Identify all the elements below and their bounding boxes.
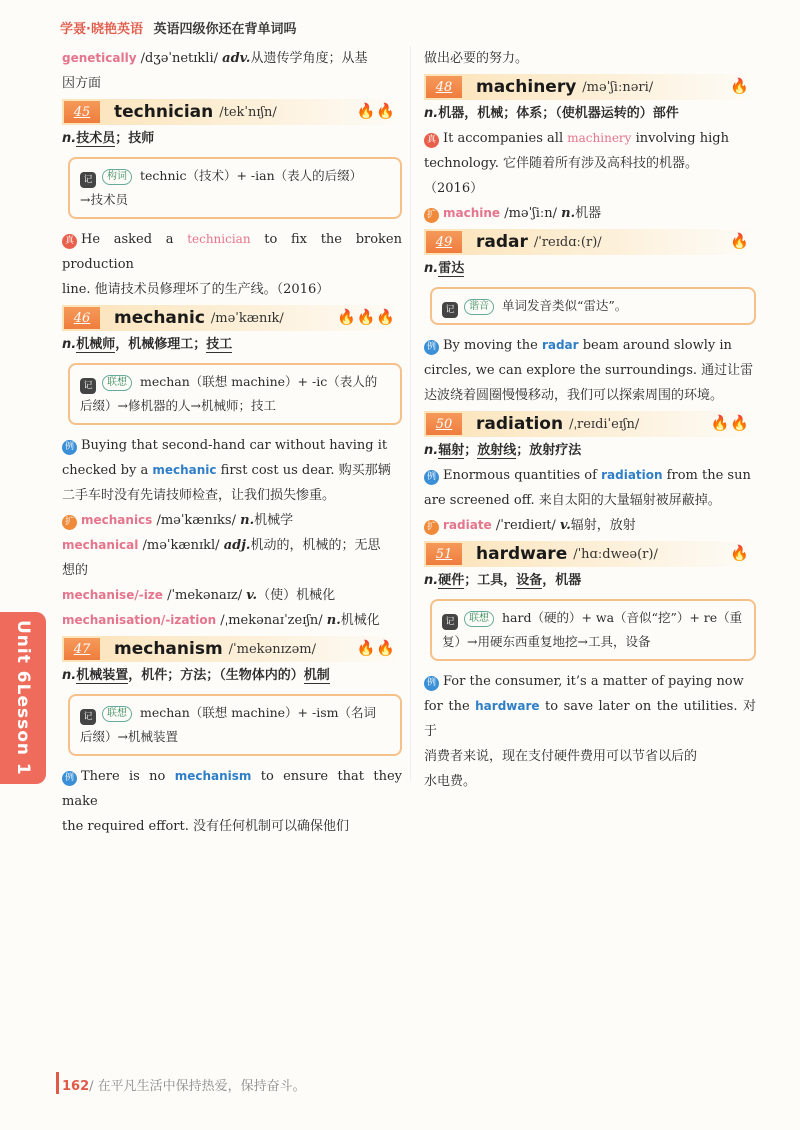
- page-footer: [62, 1075, 306, 1094]
- derived-pos: v.: [246, 588, 258, 603]
- entry-meaning: [62, 333, 402, 357]
- memory-icon: 记: [442, 614, 458, 630]
- unit-lesson-label: [13, 620, 33, 776]
- derived-meaning: （使）机械化: [257, 588, 336, 603]
- memo-text-cont: 后缀）→机械装置: [80, 729, 178, 744]
- extension-icon: 扩: [62, 515, 77, 530]
- continued-translation: 做出必要的努力。: [424, 51, 529, 66]
- entry-number: 48: [426, 76, 462, 98]
- derived-pos: n.: [326, 613, 341, 628]
- frequency-flame-icon: 🔥: [730, 232, 750, 250]
- extension-icon: 扩: [424, 208, 439, 223]
- key-meaning: 雷达: [438, 261, 465, 276]
- headword: radar: [476, 232, 528, 252]
- memo-type-tag: 谐音: [464, 299, 494, 315]
- memory-tip-box: [68, 363, 402, 425]
- example-text: first cost us dear. 购买那辆: [216, 463, 391, 478]
- example-text-cont: the required effort. 没有任何机制可以确保他们: [62, 819, 350, 834]
- page-header: [60, 18, 297, 37]
- phonetic: /ˈmekənɪzəm/: [228, 641, 316, 657]
- meaning-text: ；放射疗法: [516, 443, 582, 458]
- phonetic: /məˈʃiːnəri/: [582, 79, 654, 95]
- lesson-label: Lesson 1: [13, 683, 33, 776]
- example-keyword: mechanic: [152, 463, 217, 477]
- example-keyword: machinery: [567, 131, 632, 145]
- pos-label: n.: [424, 261, 439, 276]
- derived-meaning: 机械学: [254, 513, 294, 528]
- headword: mechanic: [114, 308, 205, 328]
- derived-meaning: 辐射，放射: [570, 518, 636, 533]
- pos-label: n.: [62, 668, 77, 683]
- entry-header-47: [62, 636, 402, 662]
- footer-motto: / 在平凡生活中保持热爱，保持奋斗。: [89, 1079, 306, 1094]
- memo-text: hard（硬的）+ wa（音似“挖”）+ re（重: [501, 610, 743, 625]
- example-keyword: mechanism: [174, 769, 252, 783]
- frequency-flame-icon: 🔥🔥🔥: [336, 308, 396, 326]
- memo-type-tag: 联想: [464, 611, 494, 627]
- memo-type-tag: 联想: [102, 706, 132, 722]
- example-text: checked by a: [62, 463, 153, 478]
- derivative-4: [62, 608, 402, 633]
- phonetic: /ˌreɪdiˈeɪʃn/: [569, 416, 640, 432]
- real-exam-icon: 真: [62, 234, 77, 249]
- derived-ipa: /dʒəˈnetɪkli/: [140, 51, 218, 66]
- meaning-text: 机器，机械；体系；（使机器运转的）部件: [438, 106, 679, 121]
- derived-pos: v.: [559, 518, 571, 533]
- example-text: to fix the broken production: [62, 232, 402, 272]
- derived-word: machine: [443, 206, 501, 220]
- footer-accent-bar: [56, 1072, 59, 1094]
- example-sentence: [424, 126, 756, 151]
- example-text: There is no: [81, 769, 175, 784]
- entry-number: 50: [426, 413, 462, 435]
- derived-pos: n.: [240, 513, 255, 528]
- memo-text-cont: →技术员: [80, 192, 128, 207]
- phonetic: /məˈkænɪk/: [210, 310, 284, 326]
- extension-icon: 扩: [424, 520, 439, 535]
- example-sentence: [62, 227, 402, 277]
- entry-meaning: [424, 102, 756, 126]
- key-meaning: 硬件: [438, 573, 465, 588]
- example-sentence: [62, 433, 402, 458]
- derived-ipa: /ˈreɪdieɪt/: [495, 518, 556, 533]
- derived-meaning: 机动的，机械的；无思: [250, 538, 381, 553]
- frequency-flame-icon: 🔥🔥: [356, 102, 396, 120]
- meaning-sep: ；: [464, 443, 478, 458]
- example-sentence: [62, 764, 402, 814]
- derived-word: radiate: [443, 518, 492, 532]
- memo-text: mechan（联想 machine）+ -ic（表人的: [139, 374, 378, 389]
- derived-pos: adj.: [223, 538, 251, 553]
- derived-ipa: /məˈʃiːn/: [504, 206, 557, 221]
- unit-side-tab: [0, 612, 46, 784]
- entry-header-45: [62, 99, 402, 125]
- example-translation: 消费者来说，现在支付硬件费用可以节省以后的: [424, 749, 698, 764]
- key-meaning: 技工: [206, 337, 233, 352]
- derivative-1: [62, 508, 402, 533]
- key-meaning: 放射线: [477, 443, 517, 458]
- example-icon: 例: [424, 340, 439, 355]
- entry-header-50: [424, 411, 756, 437]
- example-icon: 例: [62, 771, 77, 786]
- derived-ipa: /ˌmekənaɪˈzeɪʃn/: [220, 613, 323, 628]
- derived-pos: adv.: [222, 51, 251, 66]
- derived-ipa: /ˈmekənaɪz/: [167, 588, 243, 603]
- memo-type-tag: 构词: [102, 169, 132, 185]
- frequency-flame-icon: 🔥🔥: [710, 414, 750, 432]
- derived-meaning-cont: 因方面: [62, 76, 102, 91]
- example-text: involving high: [631, 131, 729, 146]
- example-translation: 达波绕着圆圈慢慢移动，我们可以探索周围的环境。: [424, 388, 724, 403]
- header-series: 英语四级你还在背单词吗: [153, 22, 297, 37]
- example-keyword: hardware: [475, 699, 540, 713]
- example-text: Enormous quantities of: [443, 468, 602, 483]
- memory-icon: 记: [442, 302, 458, 318]
- headword: hardware: [476, 544, 568, 564]
- example-sentence-2: [424, 694, 756, 744]
- headword: radiation: [476, 414, 564, 434]
- example-text: By moving the: [443, 338, 542, 353]
- left-column: [62, 46, 402, 839]
- key-meaning: 技术员: [76, 131, 116, 146]
- key-meaning: 机械装置: [76, 668, 129, 683]
- key-meaning: 设备: [516, 573, 543, 588]
- entry-meaning: [62, 664, 402, 688]
- entry-header-46: [62, 305, 402, 331]
- example-text: to ensure that they make: [62, 769, 402, 809]
- derived-word: mechanical: [62, 538, 139, 552]
- derived-ipa: /məˈkænɪkl/: [142, 538, 220, 553]
- entry-number: 45: [64, 101, 100, 123]
- derived-ipa: /məˈkænɪks/: [156, 513, 236, 528]
- frequency-flame-icon: 🔥: [730, 77, 750, 95]
- phonetic: /tekˈnɪʃn/: [219, 104, 277, 120]
- entry-meaning: [424, 439, 756, 463]
- example-text: He asked a: [81, 232, 188, 247]
- memory-tip-box: [430, 599, 756, 661]
- entry-header-48: [424, 74, 756, 100]
- entry-number: 47: [64, 638, 100, 660]
- derived-meaning: 机械化: [340, 613, 380, 628]
- derivative-2: [62, 533, 402, 558]
- example-sentence: [424, 333, 756, 358]
- unit-label: Unit 6: [13, 620, 33, 684]
- memo-text: 单词发音类似“雷达”。: [501, 298, 628, 313]
- pos-label: n.: [424, 573, 439, 588]
- derived-meaning: 机器: [575, 206, 602, 221]
- memory-tip-box: [430, 287, 756, 325]
- memo-text: mechan（联想 machine）+ -ism（名词: [139, 705, 376, 720]
- memory-tip-box: [68, 694, 402, 756]
- meaning-text: ，机器: [542, 573, 582, 588]
- memo-text-cont: 后缀）→修机器的人→机械师；技工: [80, 398, 276, 413]
- memory-icon: 记: [80, 709, 96, 725]
- entry-number: 51: [426, 543, 462, 565]
- example-icon: 例: [424, 676, 439, 691]
- example-text-cont: are screened off. 来自太阳的大量辐射被屏蔽掉。: [424, 493, 721, 508]
- example-year: （2016）: [424, 181, 484, 196]
- example-text: beam around slowly in: [578, 338, 732, 353]
- meaning-sep: ；: [115, 131, 129, 146]
- example-text: for the: [424, 699, 476, 714]
- example-text: to save later on the utilities. 对于: [424, 699, 756, 739]
- entry-header-51: [424, 541, 756, 567]
- example-sentence-2: [62, 458, 402, 483]
- memory-icon: 记: [80, 378, 96, 394]
- example-sentence: [424, 463, 756, 488]
- pos-label: n.: [424, 443, 439, 458]
- entry-number: 49: [426, 231, 462, 253]
- right-column: [424, 46, 756, 794]
- meaning-sep: ；: [193, 337, 207, 352]
- key-meaning: 机制: [303, 668, 330, 683]
- meaning-text: 技师: [128, 131, 155, 146]
- derived-word: mechanics: [81, 513, 153, 527]
- example-sentence: [424, 669, 756, 694]
- meaning-text: ；工具，: [464, 573, 517, 588]
- phonetic: /ˈhɑːdweə(r)/: [573, 546, 658, 562]
- memo-type-tag: 联想: [102, 375, 132, 391]
- memo-text-cont: 复）→用硬东西重复地挖→工具，设备: [442, 634, 651, 649]
- pos-label: n.: [62, 131, 77, 146]
- column-divider: [410, 46, 411, 781]
- derivative-1: [424, 513, 756, 538]
- key-meaning: 机械师: [76, 337, 116, 352]
- headword: technician: [114, 102, 214, 122]
- example-keyword: radiation: [601, 468, 663, 482]
- real-exam-icon: 真: [424, 133, 439, 148]
- pos-label: n.: [424, 106, 439, 121]
- entry-meaning: [424, 257, 756, 281]
- memory-icon: 记: [80, 172, 96, 188]
- example-text: Buying that second-hand car without having it: [81, 438, 388, 453]
- example-text: from the sun: [662, 468, 751, 483]
- continued-entry: [62, 46, 402, 71]
- phonetic: /ˈreɪdɑː(r)/: [533, 234, 602, 250]
- example-text-cont: circles, we can explore the surroundings. 通过让雷: [424, 363, 754, 378]
- example-text: It accompanies all: [443, 131, 568, 146]
- example-keyword: technician: [187, 232, 251, 246]
- frequency-flame-icon: 🔥🔥: [356, 639, 396, 657]
- entry-meaning: [62, 127, 402, 151]
- pos-label: n.: [62, 337, 77, 352]
- example-translation: 二手车时没有先请技师检查，让我们损失惨重。: [62, 488, 336, 503]
- example-text: For the consumer, it’s a matter of paying now: [443, 674, 744, 689]
- meaning-text: ，机械修理工: [115, 337, 194, 352]
- headword: machinery: [476, 77, 577, 97]
- key-meaning: 辐射: [438, 443, 465, 458]
- example-text-cont: technology. 它伴随着所有涉及高科技的机器。: [424, 156, 698, 171]
- example-keyword: radar: [541, 338, 579, 352]
- example-translation-cont: 水电费。: [424, 774, 477, 789]
- derivative-1: [424, 201, 756, 226]
- derived-word: genetically: [62, 51, 137, 65]
- example-text-cont: line. 他请技术员修理坏了的生产线。（2016）: [62, 282, 330, 297]
- derived-meaning: 从遗传学角度；从基: [250, 51, 368, 66]
- derivative-3: [62, 583, 402, 608]
- example-icon: 例: [62, 440, 77, 455]
- entry-number: 46: [64, 307, 100, 329]
- meaning-text: ，机件；方法；（生物体内的）: [128, 668, 304, 683]
- memory-tip-box: [68, 157, 402, 219]
- headword: mechanism: [114, 639, 223, 659]
- derived-word: mechanise/-ize: [62, 588, 163, 602]
- memo-text: technic（技术）+ -ian（表人的后缀）: [139, 168, 363, 183]
- entry-header-49: [424, 229, 756, 255]
- page-number: 162: [62, 1079, 90, 1094]
- frequency-flame-icon: 🔥: [730, 544, 750, 562]
- derived-word: mechanisation/-ization: [62, 613, 217, 627]
- example-icon: 例: [424, 470, 439, 485]
- header-brand: 学聂·晓艳英语: [60, 22, 143, 37]
- entry-meaning: [424, 569, 756, 593]
- derived-meaning-cont: 想的: [62, 563, 89, 578]
- derived-pos: n.: [561, 206, 576, 221]
